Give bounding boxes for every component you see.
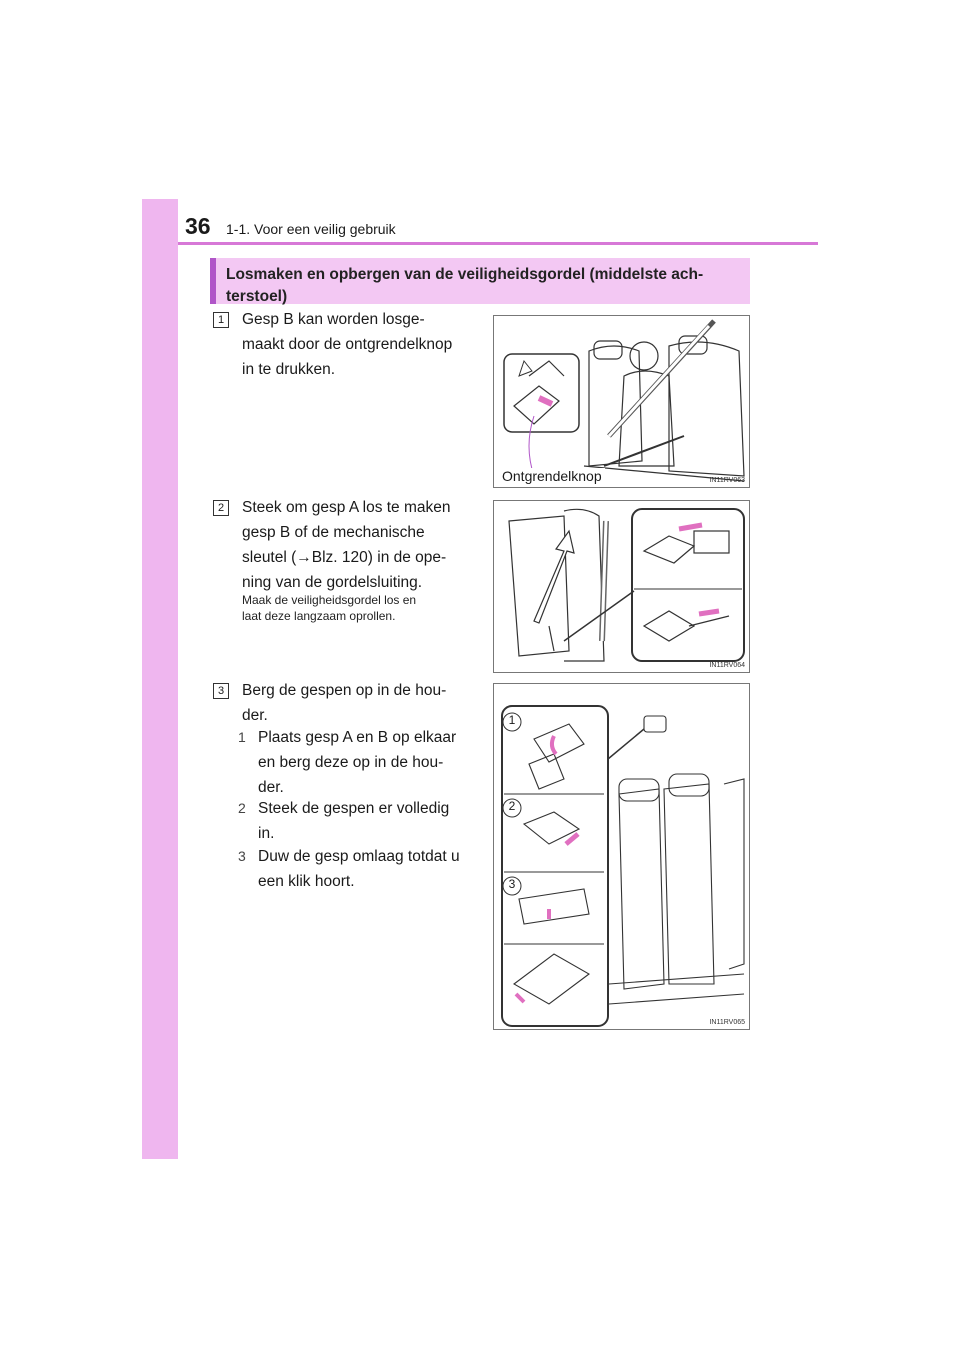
step-2-note	[242, 592, 476, 624]
step-1-line: Gesp B kan worden losge-	[242, 311, 425, 328]
substep-3-line: een klik hoort.	[258, 873, 355, 890]
step-1-line: maakt door de ontgrendelknop	[242, 336, 453, 353]
figure-code: IN11RV063	[709, 477, 745, 484]
figure-label-2: 2	[508, 799, 516, 813]
substep-1-line: Plaats gesp A en B op elkaar	[258, 729, 457, 746]
substep-2-line: Steek de gespen er volledig	[258, 800, 450, 817]
step-2-line: Steek om gesp A los te maken	[242, 499, 451, 516]
step-badge-1: 1	[213, 312, 229, 328]
section-heading-text: Losmaken en opbergen van de veiligheidsgordel (middelste ach-terstoel)	[226, 266, 704, 305]
step-3-text	[242, 678, 476, 728]
seat-illustration-3	[494, 684, 750, 1030]
substep-1-text	[258, 725, 476, 800]
substep-1-line: en berg deze op in de hou-	[258, 754, 444, 771]
figure-label-1: 1	[508, 713, 516, 727]
step-3-line: der.	[242, 707, 268, 724]
step-2-line: ning van de gordelsluiting.	[242, 574, 423, 591]
header-rule	[178, 242, 818, 245]
substep-2-line: in.	[258, 825, 275, 842]
seat-illustration-2	[494, 501, 750, 673]
section-title: 1-1. Voor een veilig gebruik	[226, 221, 396, 237]
figure-code: IN11RV064	[709, 662, 745, 669]
figure-label-3: 3	[508, 877, 516, 891]
substep-3-line: Duw de gesp omlaag totdat u	[258, 848, 460, 865]
seat-illustration-1	[494, 316, 750, 488]
step-3-line: Berg de gespen op in de hou-	[242, 682, 447, 699]
substep-3-text	[258, 844, 476, 894]
substep-number-3: 3	[238, 848, 246, 864]
substep-1-line: der.	[258, 779, 284, 796]
step-2-text	[242, 495, 476, 595]
step-badge-3: 3	[213, 683, 229, 699]
step-2-line: sleutel (→Blz. 120) in de ope-	[242, 549, 447, 566]
step-1-text	[242, 307, 476, 382]
figure-buckle-storage	[493, 683, 750, 1030]
substep-2-text	[258, 796, 476, 846]
step-2-line: gesp B of de mechanische	[242, 524, 425, 541]
section-heading	[210, 258, 750, 304]
substep-number-2: 2	[238, 800, 246, 816]
step-badge-2: 2	[213, 500, 229, 516]
figure-release-button	[493, 315, 750, 488]
step-2-note-line: Maak de veiligheidsgordel los en	[242, 593, 417, 607]
page-number: 36	[185, 213, 211, 239]
chapter-sidebar	[142, 199, 178, 1159]
figure-code: IN11RV065	[709, 1019, 745, 1026]
figure-buckle-release	[493, 500, 750, 673]
substep-number-1: 1	[238, 729, 246, 745]
step-2-note-line: laat deze langzaam oprollen.	[242, 609, 396, 623]
release-button-callout: Ontgrendelknop	[499, 468, 605, 484]
step-1-line: in te drukken.	[242, 361, 336, 378]
